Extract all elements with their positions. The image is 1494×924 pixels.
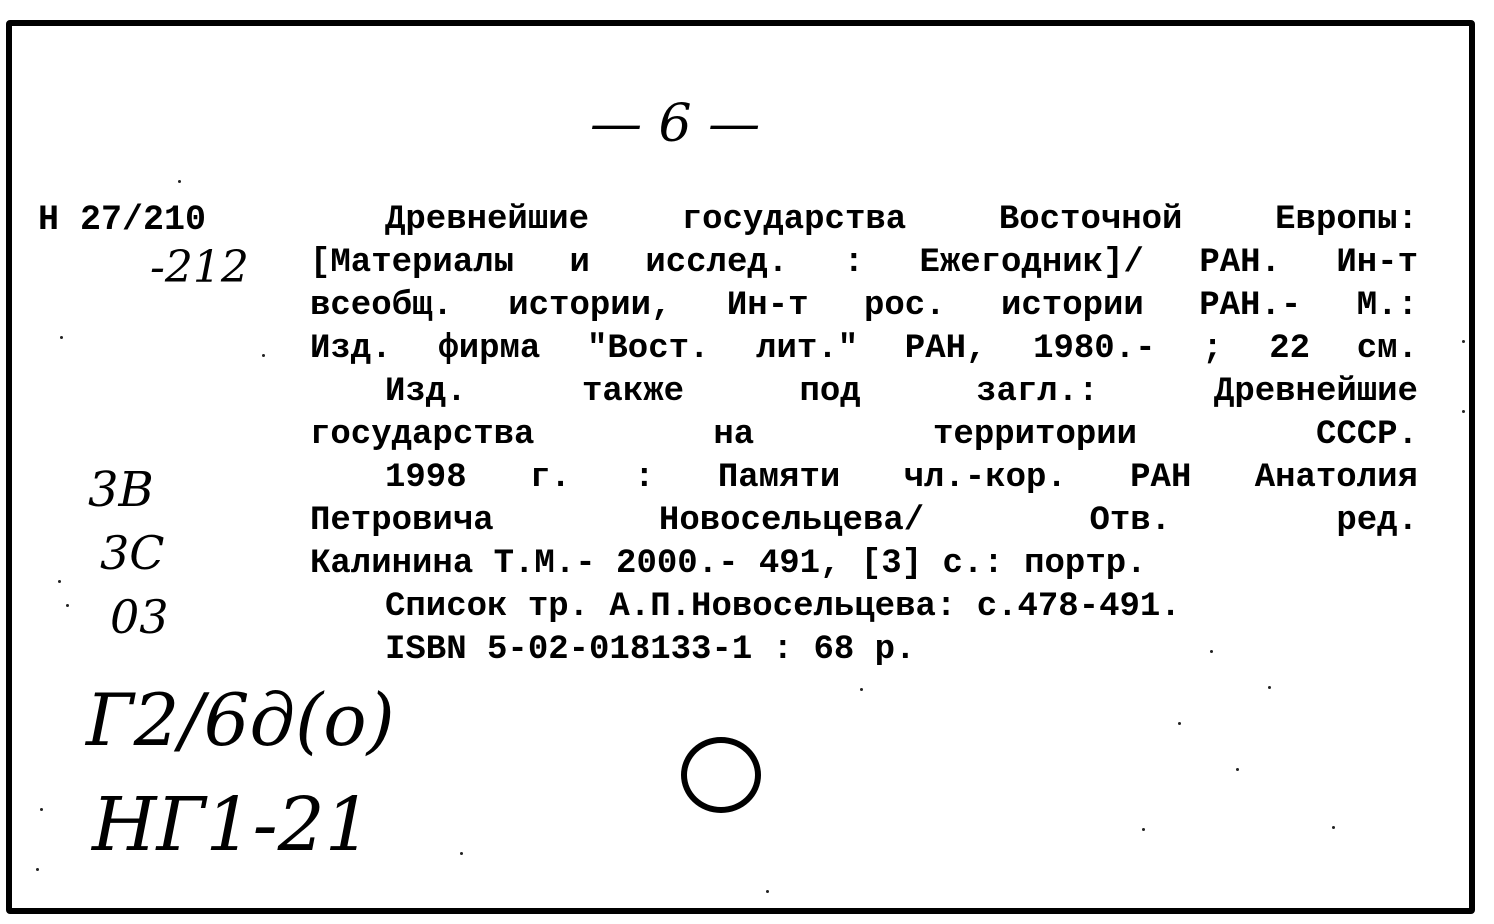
entry-line-4-text-word: РАН, [904,330,987,368]
scan-speck [262,354,265,357]
scan-speck [40,808,43,811]
entry-line-8 [310,500,1418,543]
scan-speck [1236,768,1239,771]
entry-line-6-text-word: государства [310,416,535,454]
entry-line-5 [385,371,1418,414]
entry-line-5-text-word: Древнейшие [1213,373,1418,411]
handwritten-inventory-number: НГ1-21 [92,782,372,868]
entry-line-3-text-word: истории, [508,287,672,325]
entry-line-2-text-word: исслед. [645,244,789,282]
handwritten-number: -212 [150,242,249,293]
entry-line-4-text-word: "Вост. [587,330,710,368]
entry-line-3-text-word: РАН.- [1199,287,1302,325]
entry-line-2-text-word: [Материалы [310,244,515,282]
handwritten-mark-2: 3C [100,526,165,580]
entry-line-5-text-word: также [582,373,685,411]
entry-line-4-text-word: ; [1202,330,1223,368]
scan-speck [766,890,769,893]
entry-line-2-text-word: РАН. [1199,244,1281,282]
entry-line-6-text-word: СССР. [1315,416,1418,454]
entry-line-9-text: Калинина Т.М.- 2000.- 491, [3] с.: портр. [310,545,1147,583]
entry-line-2-text-word: Ин-т [1336,244,1418,282]
entry-line-8-text-word: Петровича [310,502,494,540]
entry-line-5-text-word: под [799,373,861,411]
entry-line-10-text: Список тр. А.П.Новосельцева: с.478-491. [385,588,1181,626]
entry-line-2 [310,242,1418,285]
scan-speck [1462,410,1465,413]
entry-line-7-text-word: РАН [1130,459,1192,497]
entry-line-3-text-word: М.: [1356,287,1418,325]
entry-line-4-text-word: Изд. [310,330,392,368]
scan-speck [860,688,863,691]
scan-speck [178,180,181,183]
entry-line-4-text-word: 1980.- [1033,330,1156,368]
entry-line-4 [310,328,1418,371]
entry-line-1-text-word: Европы: [1275,201,1418,239]
entry-line-8-text-word: Новосельцева/ [658,502,925,540]
entry-line-1-text-word: государства [681,201,907,239]
entry-line-5-text-word: Изд. [385,373,467,411]
entry-line-5-text-word: загл.: [976,373,1099,411]
entry-line-8-text-word: ред. [1336,502,1418,540]
entry-line-3-text-word: рос. [863,287,946,325]
entry-line-3-text-word: истории [1001,287,1144,325]
entry-line-3-text-word: Ин-т [726,287,809,325]
scan-speck [58,580,61,583]
entry-line-11-text: ISBN 5-02-018133-1 : 68 р. [385,631,916,669]
entry-line-4-text-word: см. [1356,330,1418,368]
entry-line-2-text-word: Ежегодник]/ [919,244,1144,282]
scan-speck [1210,650,1213,653]
scan-speck [66,604,69,607]
entry-line-7-text-word: Памяти [717,459,841,497]
handwritten-mark-1: 3B [88,462,154,518]
entry-line-2-text-word: и [569,244,590,282]
entry-line-7 [385,457,1418,500]
entry-line-11 [385,629,1418,672]
entry-line-7-text-word: 1998 [385,459,467,497]
entry-line-7-text-word: Анатолия [1254,459,1418,497]
entry-line-9 [310,543,1418,586]
entry-line-7-text-word: г. [529,459,571,497]
handwritten-mark-3: 03 [110,590,169,644]
scan-speck [36,868,39,871]
entry-line-3 [310,285,1418,328]
entry-line-7-text-word: : [634,459,655,497]
entry-line-4-text-word: 22 [1269,330,1311,368]
entry-line-1-text-word: Восточной [998,201,1183,239]
scan-speck [1178,722,1181,725]
punch-hole [681,737,761,813]
scan-speck [1332,826,1335,829]
scan-speck [60,336,63,339]
entry-line-7-text-word: чл.-кор. [903,459,1067,497]
entry-line-4-text-word: фирма [438,330,541,368]
entry-line-6-text-word: на [713,416,755,454]
entry-line-8-text-word: Отв. [1089,502,1172,540]
entry-line-3-text-word: всеобщ. [310,287,453,325]
scan-speck [1142,828,1145,831]
entry-line-4-text-word: лит." [756,330,859,368]
entry-line-6-text-word: территории [933,416,1138,454]
entry-line-10 [385,586,1418,629]
entry-line-1-text-word: Древнейшие [385,201,590,239]
scan-speck [1268,686,1271,689]
handwritten-class-code: Г2/6д(о) [86,678,395,762]
scan-speck [1462,340,1465,343]
entry-line-1 [385,199,1418,242]
entry-line-2-text-word: : [843,244,864,282]
scan-speck [460,852,463,855]
shelf-code: Н 27/210 [38,200,207,240]
page-number: — 6 — [590,94,761,154]
entry-line-6 [310,414,1418,457]
